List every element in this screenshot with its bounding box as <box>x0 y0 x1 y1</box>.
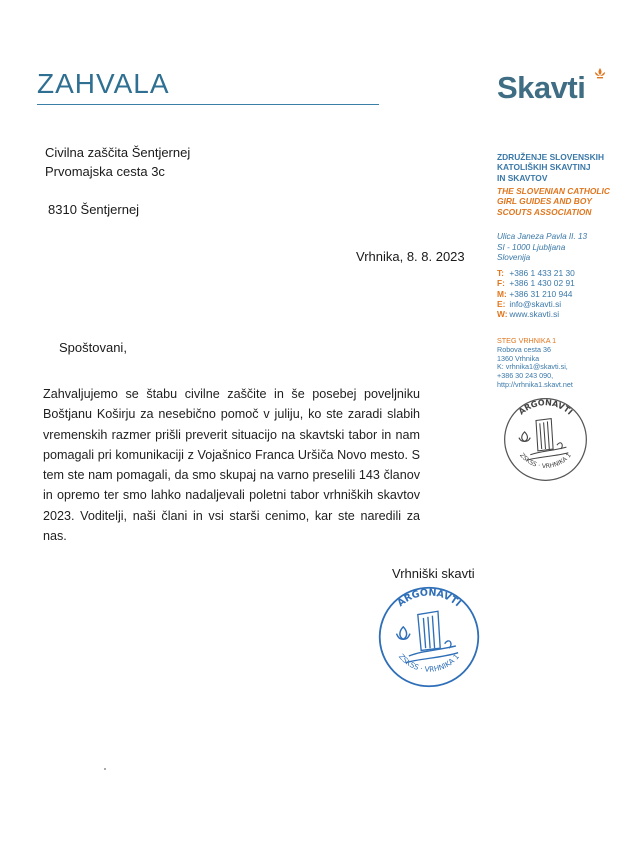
recipient-name: Civilna zaščita Šentjernej <box>45 145 191 160</box>
page-title: ZAHVALA <box>37 68 170 99</box>
signature-name: Vrhniški skavti <box>392 566 475 581</box>
contact-fax: F: +386 1 430 02 91 <box>497 278 575 289</box>
date-line: Vrhnika, 8. 8. 2023 <box>356 249 465 264</box>
contact-phone: T: +386 1 433 21 30 <box>497 268 575 278</box>
org-name-english: THE SLOVENIAN CATHOLIC GIRL GUIDES AND BOY SCOUTS ASSOCIATION <box>497 186 610 217</box>
contact-email: E: info@skavti.si <box>497 298 562 309</box>
contact-web: W: www.skavti.si <box>497 309 560 320</box>
ship-large-icon <box>405 611 458 663</box>
greeting: Spoštovani, <box>59 340 127 355</box>
argonavti-stamp-large <box>373 581 485 693</box>
stamp-large-top-text: ARGONAVTI <box>395 587 463 610</box>
stamp-large-bottom-text: ZSKSS · VRHNIKA 1 <box>396 652 462 674</box>
org-name-slovenian: ZDRUŽENJE SLOVENSKIH KATOLIŠKIH SKAVTINJ IN SKAVTOV <box>497 152 605 183</box>
fleur-de-lis-small-icon <box>519 432 530 442</box>
contact-mobile: M: +386 31 210 944 <box>497 288 573 299</box>
argonavti-stamp-small <box>498 392 593 487</box>
stamp-small-top-text: ARGONAVTI <box>516 398 575 417</box>
recipient-street: Prvomajska cesta 3c <box>45 164 165 179</box>
scan-speck <box>104 768 106 770</box>
stamp-small-bottom-text: ZSKSS · VRHNIKA 1 <box>518 451 573 471</box>
recipient-postal: 8310 Šentjernej <box>48 202 140 217</box>
contact-list <box>497 268 632 319</box>
ship-icon <box>527 419 569 461</box>
org-address: Ulica Janeza Pavla II. 13 SI - 1000 Ljubljana Slovenija <box>497 232 588 262</box>
fleur-de-lis-icon <box>593 67 607 81</box>
letter-body: Zahvaljujemo se štabu civilne zaščite in še posebej poveljniku Boštjanu Koširju za nesebično pomoč v juliju, ko ste zaradi slabih vremenskih razmer prišli preverit situacijo na skavtski tabor in nam pomagali pri komunikaciji z Vojašnico Franca Uršiča Novo mesto. S tem ste nam pomagali, da smo skupaj na varno preselili 143 članov in opremo ter smo lahko nadaljevali poletni tabor vrhniških skavtov 2023. Voditelji, naši člani in vsi starši cenimo, kar ste naredili za nas. <box>43 387 420 544</box>
group-address: STEG VRHNIKA 1 Robova cesta 36 1360 Vrhnika K: vrhnika1@skavti.si, +386 30 243 090, http://vrhnika1.skavt.net <box>497 336 573 389</box>
fleur-de-lis-large-icon <box>397 627 410 639</box>
title-underline <box>37 104 379 105</box>
skavti-logo: Skavti <box>497 70 586 105</box>
